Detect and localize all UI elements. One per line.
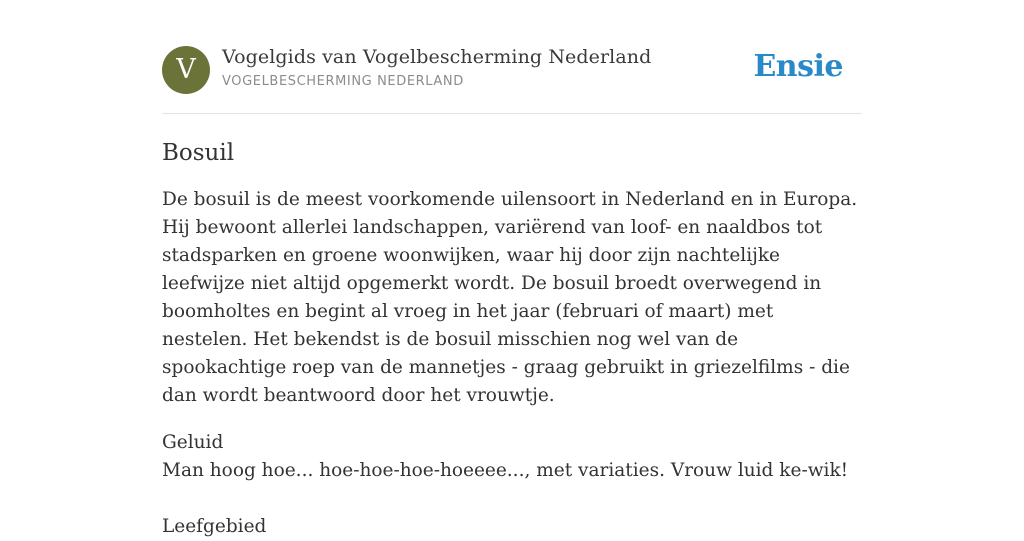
article-content: [162, 136, 862, 541]
source-subtitle[interactable]: VOGELBESCHERMING NEDERLAND: [222, 74, 464, 89]
source-header: [162, 46, 862, 96]
header-divider: [162, 113, 862, 114]
source-avatar[interactable]: V: [162, 46, 210, 94]
section-label-leefgebied: Leefgebied: [162, 516, 267, 537]
brand-logo[interactable]: Ensie: [753, 49, 843, 84]
article-body: De bosuil is de meest voorkomende uilensoort in Nederland en in Europa. Hij bewoont allerlei landschappen, variërend van loof- en naaldbos tot stadsparken en groene woonwijken, waar hij door zijn nachtelijke leefwijze niet altijd opgemerkt wordt. De bosuil broedt overwegend in boomholtes en begint al vroeg in het jaar (februari of maart) met nestelen. Het bekendst is de bosuil misschien nog wel van de spookachtige roep van de mannetjes - graag gebruikt in griezelfilms - die dan wordt beantwoord door het vrouwtje.: [162, 189, 858, 406]
section-text-geluid: Man hoog hoe... hoe-hoe-hoe-hoeeee..., met variaties. Vrouw luid ke-wik!: [162, 460, 849, 481]
section-label-geluid: Geluid: [162, 432, 224, 453]
source-title[interactable]: Vogelgids van Vogelbescherming Nederland: [222, 46, 652, 68]
article-title: Bosuil: [162, 140, 235, 166]
